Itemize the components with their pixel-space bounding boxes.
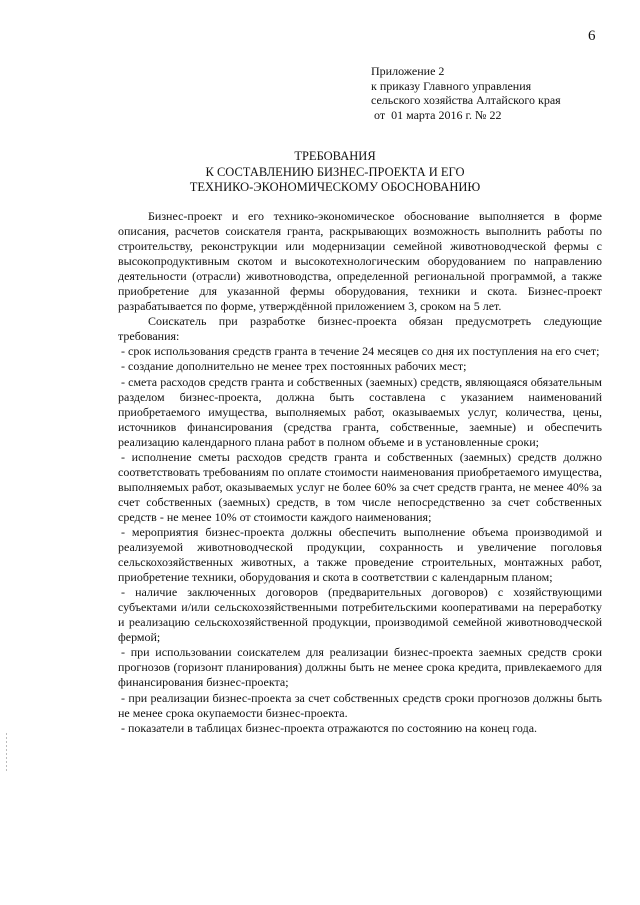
appendix-line: Приложение 2 bbox=[371, 64, 445, 78]
appendix-line: сельского хозяйства Алтайского края bbox=[371, 93, 561, 107]
requirement-item: - показатели в таблицах бизнес-проекта отражаются по состоянию на конец года. bbox=[121, 720, 538, 735]
requirement-item: - наличие заключенных договоров (предварительных договоров) с хозяйствующими субъектами и/или сельскохозяйственными потребительскими кооперативами на переработку и реализацию сельскохозяйственной продукции, производимой семейной животноводческой фермой; bbox=[118, 585, 602, 645]
document-body bbox=[118, 209, 602, 736]
intro-paragraph: Бизнес-проект и его технико-экономическое обоснование выполняется в форме описания, расчетов соискателя гранта, раскрывающих возможность выполнить работы по строительству, реконструкции или модернизации семейной животноводческой фермы с высокопродуктивным скотом и высокотехнологическим оборудованием по направлению деятельности (отрасли) животноводства, определенной региональной программой, а также приобретение для указанной фермы оборудования, техники и скота. Бизнес-проект разрабатывается по форме, утверждённой приложением 3, сроком на 5 лет. bbox=[118, 209, 602, 314]
requirement-item: - создание дополнительно не менее трех постоянных рабочих мест; bbox=[121, 359, 467, 374]
requirements-lead-paragraph: Соискатель при разработке бизнес-проекта обязан предусмотреть следующие требования: bbox=[118, 314, 602, 344]
appendix-line: от 01 марта 2016 г. № 22 bbox=[371, 107, 502, 122]
requirement-item: - при реализации бизнес-проекта за счет собственных средств сроки прогнозов должны быть не менее срока окупаемости бизнес-проекта. bbox=[118, 690, 602, 720]
requirement-item: - исполнение сметы расходов средств гранта и собственных (заемных) средств должно соответствовать требованиям по оплате стоимости наименования приобретаемого имущества, выполняемых работ, оказываемых услуг не более 60% за счет средств гранта, не менее 40% за счет собственных (заемных) средств, в том числе непосредственно за счет собственных средств - не менее 10% от стоимости каждого наименования; bbox=[118, 449, 602, 524]
page-number: 6 bbox=[588, 28, 596, 44]
appendix-header bbox=[371, 64, 561, 122]
document-subtitle-line-1: К СОСТАВЛЕНИЮ БИЗНЕС-ПРОЕКТА И ЕГО bbox=[205, 165, 465, 179]
requirement-item: - смета расходов средств гранта и собственных (заемных) средств, являющаяся обязательным разделом бизнес-проекта, должна быть составлена с указанием наименований приобретаемого имущества, выполняемых работ, оказываемых услуг, количества, цены, источников финансирования (средства гранта, собственные, заемные) и обеспечить реализацию календарного плана работ в полном объеме и в установленные сроки; bbox=[118, 374, 602, 449]
document-title: ТРЕБОВАНИЯ bbox=[294, 149, 376, 163]
requirement-item: - при использовании соискателем для реализации бизнес-проекта заемных средств сроки прогнозов (горизонт планирования) должны быть не менее срока кредита, привлекаемого для финансирования бизнес-проекта; bbox=[118, 645, 602, 690]
appendix-line: к приказу Главного управления bbox=[371, 78, 532, 93]
requirement-item: - срок использования средств гранта в течение 24 месяцев со дня их поступления на его счет; bbox=[121, 344, 600, 359]
requirement-item: - мероприятия бизнес-проекта должны обеспечить выполнение объема производимой и реализуемой животноводческой продукции, сохранность и увеличение поголовья сельскохозяйственных животных, а также проведение строительных, монтажных работ, приобретение техники, оборудования и скота в соответствии с календарным планом; bbox=[118, 524, 602, 585]
document-subtitle-line-2: ТЕХНИКО-ЭКОНОМИЧЕСКОМУ ОБОСНОВАНИЮ bbox=[189, 180, 481, 194]
scan-margin-mark bbox=[6, 733, 7, 773]
